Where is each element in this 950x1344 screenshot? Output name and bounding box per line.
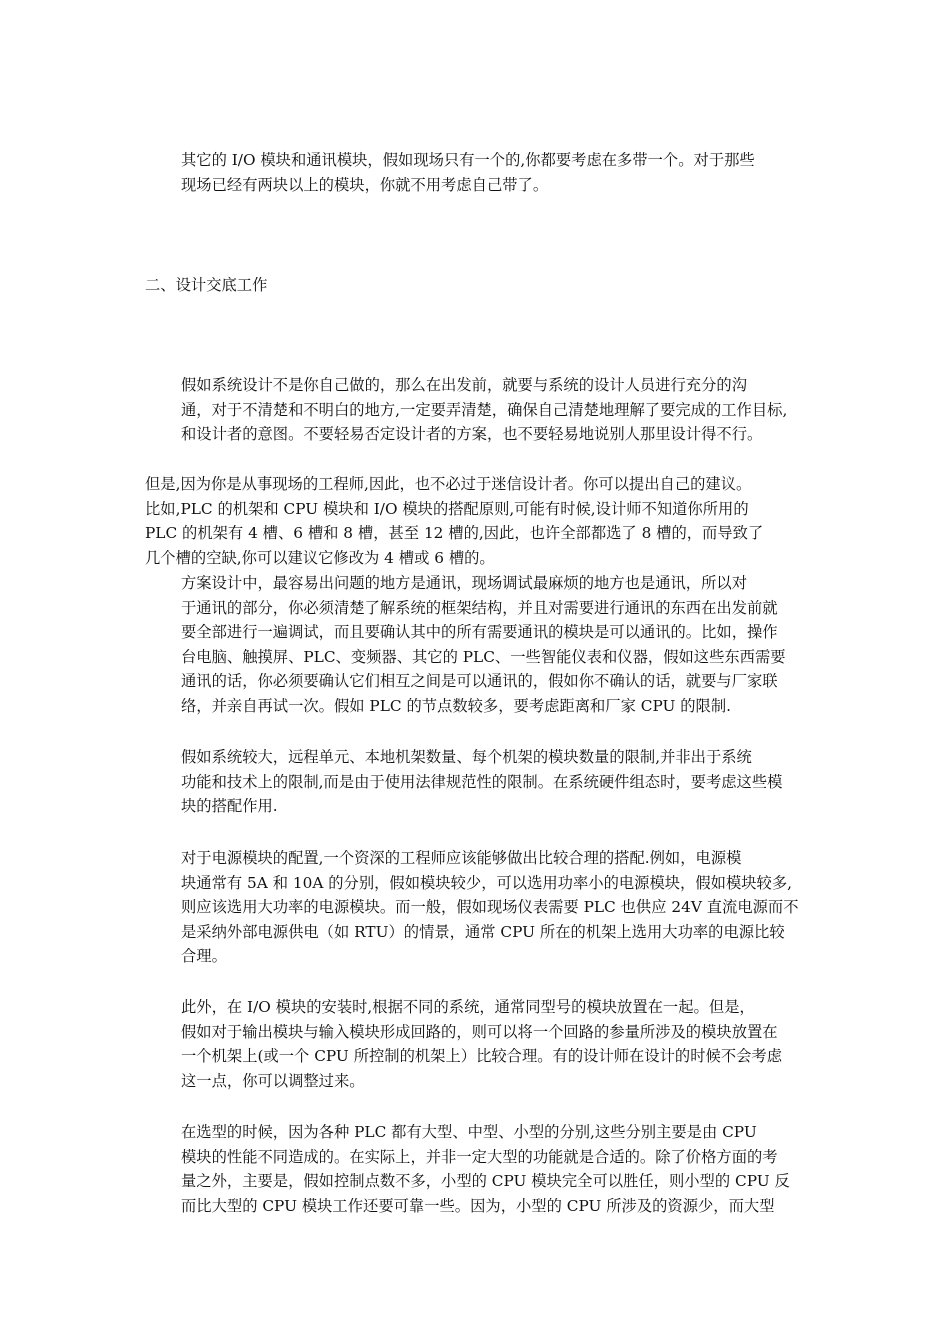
paragraph-communication — [145, 571, 813, 718]
text-line: 则应该选用大功率的电源模块。而一般，假如现场仪表需要 PLC 也供应 24V 直流电源而不 — [181, 898, 799, 916]
paragraph-system-limits — [145, 745, 813, 819]
paragraph-design-handover — [145, 373, 813, 447]
text-line: 比如,PLC 的机架和 CPU 模块和 I/O 模块的搭配原则,可能有时候,设计师不知道你所用的 — [145, 499, 749, 518]
text-line: 假如对于输出模块与输入模块形成回路的，则可以将一个回路的参量所涉及的模块放置在 — [181, 1022, 778, 1041]
paragraph-io-installation — [145, 995, 813, 1093]
paragraph-suggestions — [145, 472, 813, 570]
text-line: 方案设计中，最容易出问题的地方是通讯，现场调试最麻烦的地方也是通讯，所以对 — [181, 574, 747, 592]
text-line: 假如系统设计不是你自己做的，那么在出发前，就要与系统的设计人员进行充分的沟 — [181, 376, 747, 394]
text-line: 通讯的话，你必须要确认它们相互之间是可以通讯的，假如你不确认的话，就要与厂家联 — [181, 672, 778, 690]
text-line: 合理。 — [181, 947, 227, 965]
text-line: 功能和技术上的限制,而是由于使用法律规范性的限制。在系统硬件组态时，要考虑这些模 — [181, 772, 783, 791]
section-heading: 二、设计交底工作 — [145, 276, 268, 294]
text-line: 这一点，你可以调整过来。 — [181, 1071, 365, 1090]
text-line: 其它的 I/O 模块和通讯模块，假如现场只有一个的,你都要考虑在多带一个。对于那些 — [181, 151, 755, 169]
text-line: 几个槽的空缺,你可以建议它修改为 4 槽或 6 槽的。 — [145, 548, 495, 567]
text-line: 而比大型的 CPU 模块工作还要可靠一些。因为，小型的 CPU 所涉及的资源少，而大型 — [181, 1196, 775, 1215]
text-line: 要全部进行一遍调试，而且要确认其中的所有需要通讯的模块是可以通讯的。比如，操作 — [181, 623, 778, 641]
text-line: PLC 的机架有 4 槽、6 槽和 8 槽，甚至 12 槽的,因此，也许全部都选了 8 槽的，而导致了 — [145, 524, 764, 542]
text-line: 在选型的时候，因为各种 PLC 都有大型、中型、小型的分别,这些分别主要是由 CPU — [181, 1123, 757, 1141]
text-line: 块通常有 5A 和 10A 的分别，假如模块较少，可以选用功率小的电源模块，假如模块较多, — [181, 873, 792, 892]
text-line: 对于电源模块的配置,一个资深的工程师应该能够做出比较合理的搭配.例如，电源模 — [181, 849, 742, 867]
text-line: 和设计者的意图。不要轻易否定设计者的方案，也不要轻易地说别人那里设计得不行。 — [181, 425, 763, 443]
text-line: 量之外，主要是，假如控制点数不多，小型的 CPU 模块完全可以胜任，则小型的 CPU 反 — [181, 1172, 790, 1190]
text-line: 现场已经有两块以上的模块，你就不用考虑自己带了。 — [181, 175, 549, 194]
text-line: 模块的性能不同造成的。在实际上，并非一定大型的功能就是合适的。除了价格方面的考 — [181, 1147, 778, 1166]
paragraph-io-modules — [145, 148, 813, 197]
text-line: 块的搭配作用. — [181, 797, 278, 815]
text-line: 此外，在 I/O 模块的安装时,根据不同的系统，通常同型号的模块放置在一起。但是， — [181, 998, 755, 1016]
text-line: 台电脑、触摸屏、PLC、变频器、其它的 PLC、一些智能仪表和仪器，假如这些东西需要 — [181, 647, 786, 666]
text-line: 假如系统较大，远程单元、本地机架数量、每个机架的模块数量的限制,并非出于系统 — [181, 748, 752, 766]
text-line: 是采纳外部电源供电（如 RTU）的情景，通常 CPU 所在的机架上选用大功率的电源比较 — [181, 922, 785, 941]
text-line: 络，并亲自再试一次。假如 PLC 的节点数较多，要考虑距离和厂家 CPU 的限制. — [181, 696, 731, 715]
text-line: 通，对于不清楚和不明白的地方,一定要弄清楚，确保自己清楚地理解了要完成的工作目标, — [181, 400, 788, 419]
text-line: 一个机架上(或一个 CPU 所控制的机架上）比较合理。有的设计师在设计的时候不会考虑 — [181, 1047, 783, 1065]
text-line: 但是,因为你是从事现场的工程师,因此，也不必过于迷信设计者。你可以提出自己的建议。 — [145, 475, 752, 493]
paragraph-power-modules — [145, 846, 813, 969]
text-line: 于通讯的部分，你必须清楚了解系统的框架结构，并且对需要进行通讯的东西在出发前就 — [181, 598, 778, 617]
paragraph-selection — [145, 1120, 813, 1218]
